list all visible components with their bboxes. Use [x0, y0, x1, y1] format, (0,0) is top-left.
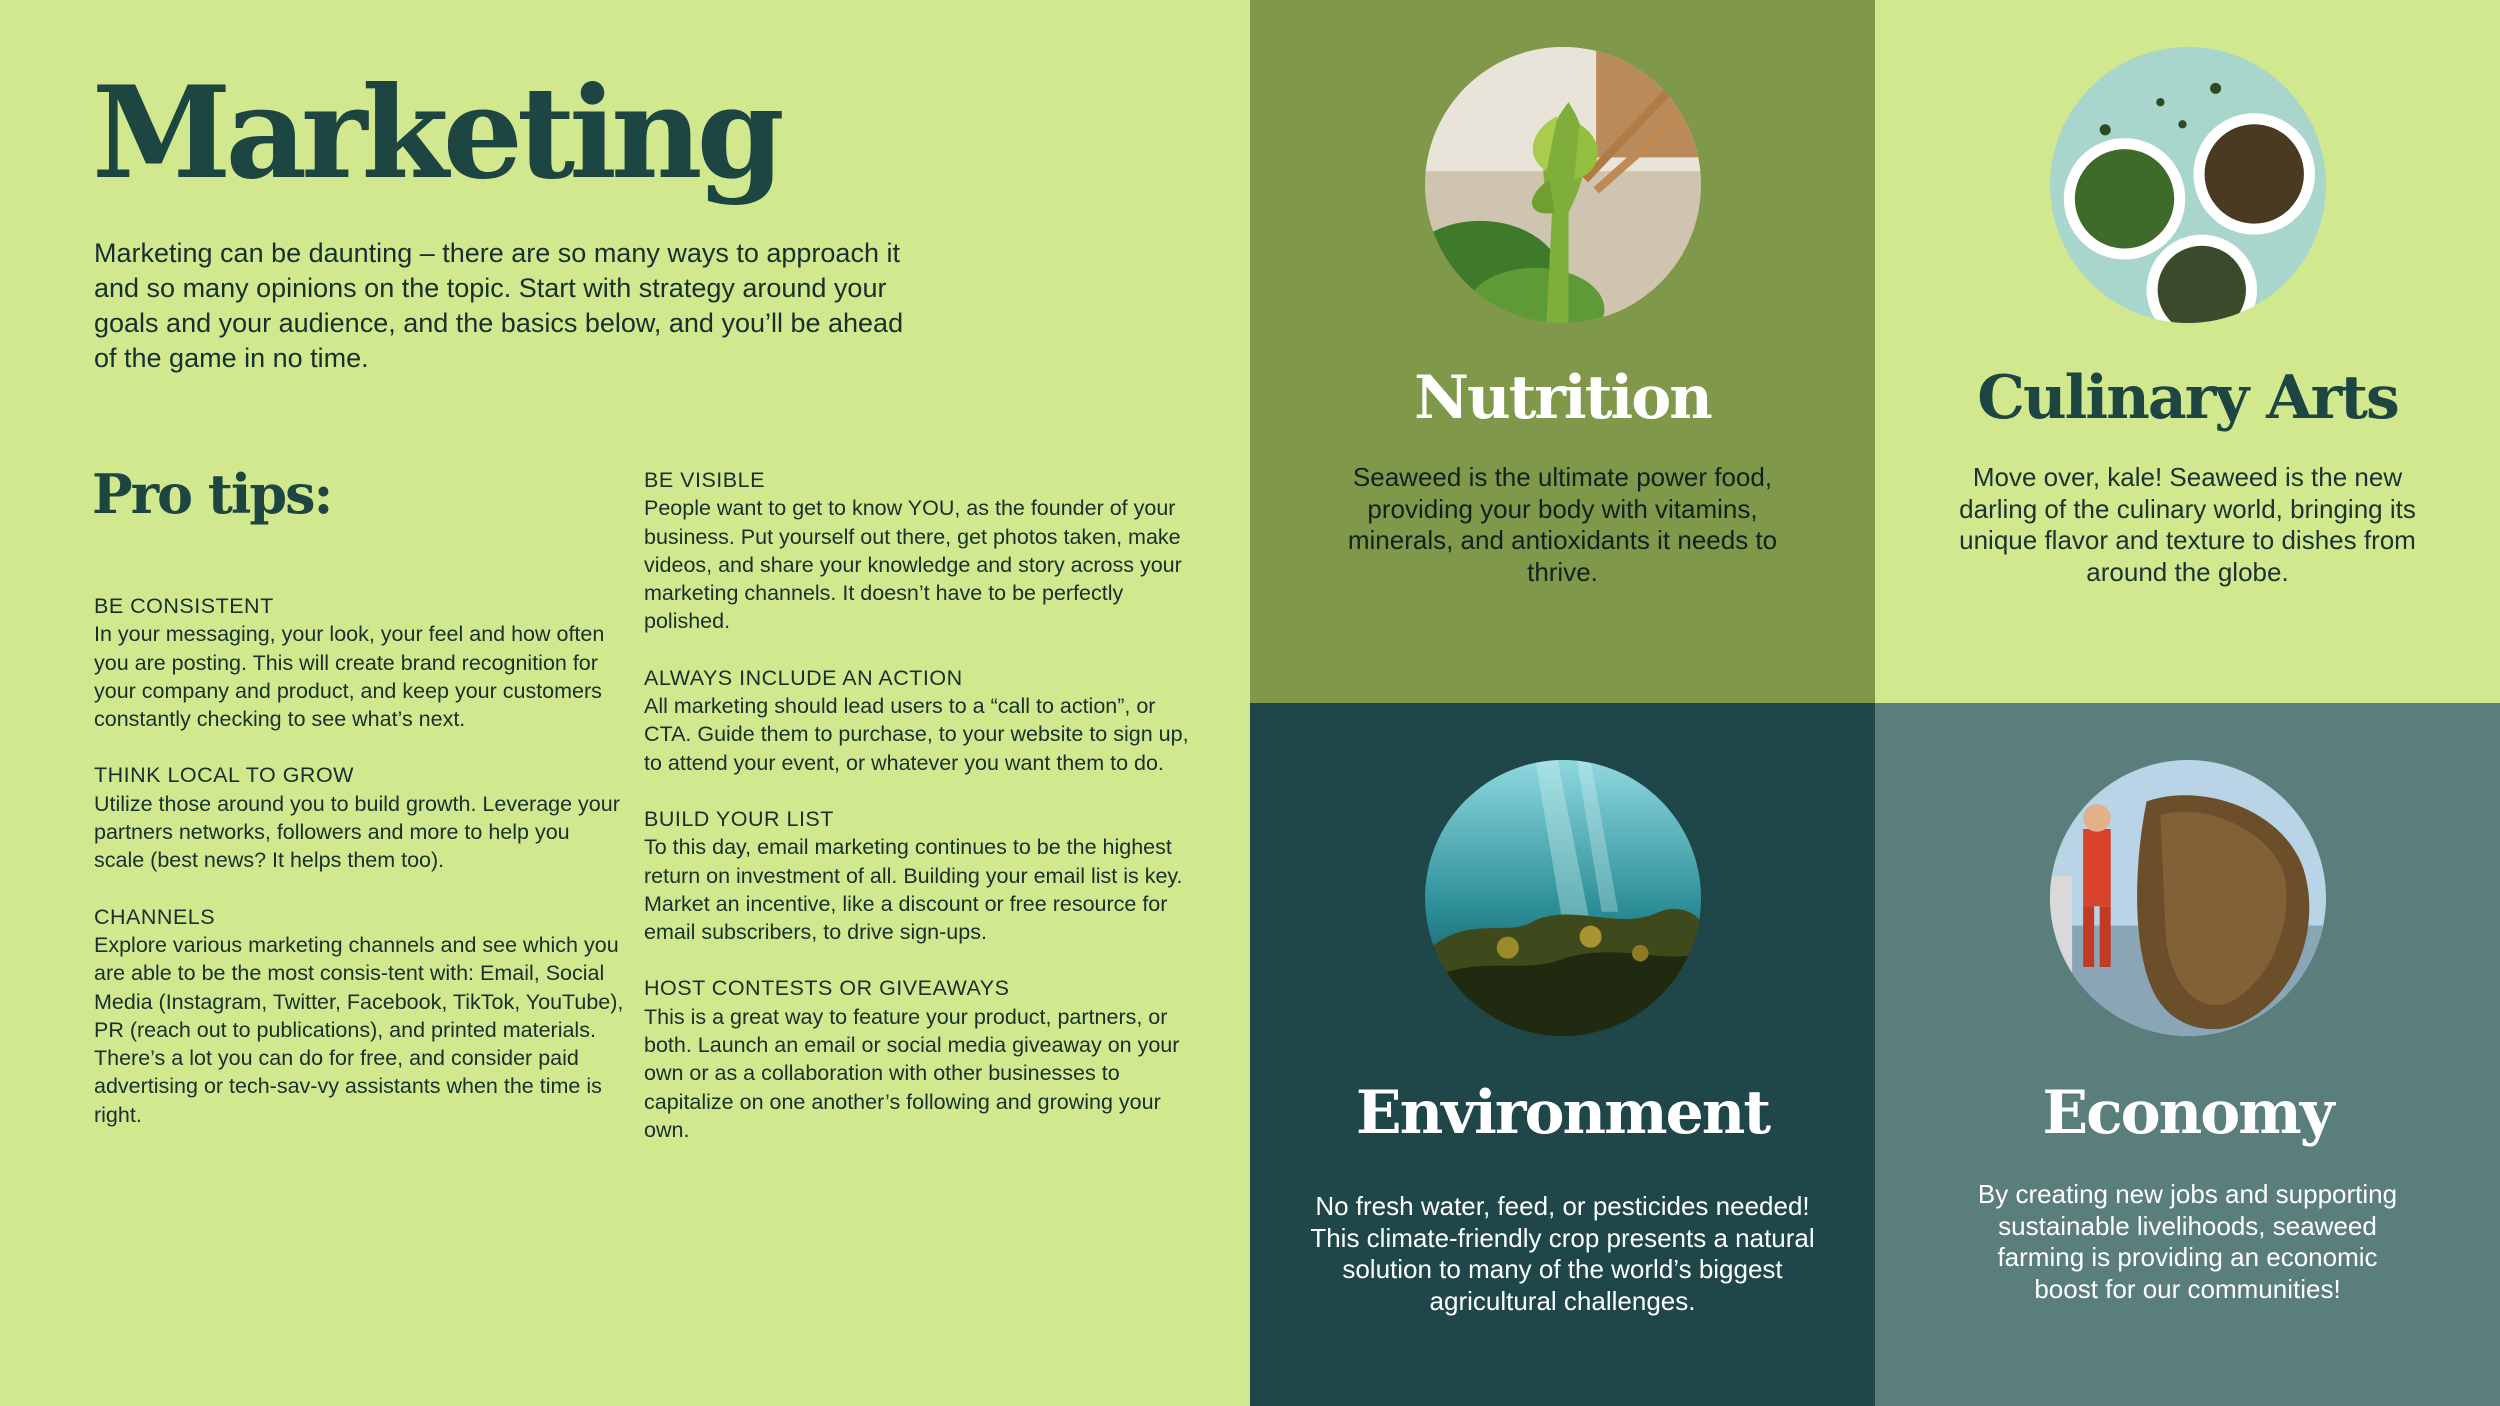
nutrition-photo — [1425, 47, 1701, 323]
nutrition-text: Seaweed is the ultimate power food, providing your body with vitamins, minerals, and antioxidants it needs to thrive. — [1347, 462, 1778, 587]
tip-heading: BE CONSISTENT — [94, 594, 274, 618]
tip-channels — [94, 903, 624, 1129]
environment-text: No fresh water, feed, or pesticides needed! This climate-friendly crop presents a natural solution to many of the world’s biggest agricultural challenges. — [1310, 1191, 1815, 1316]
tip-build-list — [644, 805, 1204, 946]
environment-photo — [1425, 760, 1701, 1036]
economy-title: Economy — [2042, 1078, 2333, 1148]
environment-title: Environment — [1355, 1078, 1770, 1148]
tip-heading: ALWAYS INCLUDE AN ACTION — [644, 665, 963, 690]
tip-heading: HOST CONTESTS OR GIVEAWAYS — [644, 976, 1010, 1001]
tip-body: To this day, email marketing continues to be the highest return on investment of all. Building your email list is key. Market an incentive, like a discount or free resource for email subscribers, to drive sign-ups. — [644, 835, 1183, 945]
tip-body: Utilize those around you to build growth. Leverage your partners networks, followers and more to help you scale (best news? It helps them too). — [94, 791, 620, 873]
tip-contests — [644, 974, 1204, 1144]
tip-heading: BUILD YOUR LIST — [644, 806, 834, 831]
tip-body: People want to get to know YOU, as the founder of your business. Put yourself out there, get photos taken, make videos, and share your knowledge and story across your marketing channels. It doesn’t have to be perfectly polished. — [644, 496, 1182, 634]
tip-include-action — [644, 664, 1204, 777]
tip-body: In your messaging, your look, your feel and how often you are posting. This will create brand recognition for your company and product, and keep your customers constantly checking to see what’s next. — [94, 622, 605, 732]
tips-column-2 — [644, 466, 1204, 1172]
culinary-tile — [1875, 0, 2500, 703]
tips-column-1 — [94, 592, 624, 1157]
tip-think-local — [94, 761, 624, 874]
culinary-text: Move over, kale! Seaweed is the new darling of the culinary world, bringing its unique flavor and texture to dishes from around the globe. — [1959, 462, 2416, 587]
nutrition-tile — [1250, 0, 1875, 703]
page-title: Marketing — [92, 59, 779, 207]
culinary-title: Culinary Arts — [1977, 363, 2398, 433]
economy-photo — [2050, 760, 2326, 1036]
economy-text: By creating new jobs and supporting sustainable livelihoods, seaweed farming is providing an economic boost for our communities! — [1977, 1179, 2398, 1304]
tip-body: This is a great way to feature your product, partners, or both. Launch an email or social media giveaway on your own or as a collaboration with other businesses to capitalize on one another’s following and growing your own. — [644, 1004, 1180, 1142]
tip-body: All marketing should lead users to a “call to action”, or CTA. Guide them to purchase, to your website to sign up, to attend your event, or whatever you want them to do. — [644, 694, 1189, 775]
tip-heading: BE VISIBLE — [644, 468, 765, 492]
pro-tips-heading: Pro tips: — [92, 462, 332, 526]
tip-heading: CHANNELS — [94, 904, 216, 929]
tip-be-consistent — [94, 592, 624, 733]
nutrition-title: Nutrition — [1414, 363, 1711, 433]
environment-tile — [1250, 703, 1875, 1406]
intro-paragraph: Marketing can be daunting – there are so many ways to approach it and so many opinions on the topic. Start with strategy around your goals and your audience, and the basics below, and you’ll be ahead of the game in no time. — [94, 238, 904, 373]
tip-be-visible — [644, 466, 1204, 636]
tip-heading: THINK LOCAL TO GROW — [94, 763, 354, 788]
economy-tile — [1875, 703, 2500, 1406]
culinary-photo — [2050, 47, 2326, 323]
tip-body: Explore various marketing channels and see which you are able to be the most consis-tent with: Email, Social Media (Instagram, Twitter, Facebook, TikTok, YouTube), PR (reach out to publications), and printed materials. There’s a lot you can do for free, and consider paid advertising or tech-sav-vy assistants when the time is right. — [94, 932, 624, 1127]
